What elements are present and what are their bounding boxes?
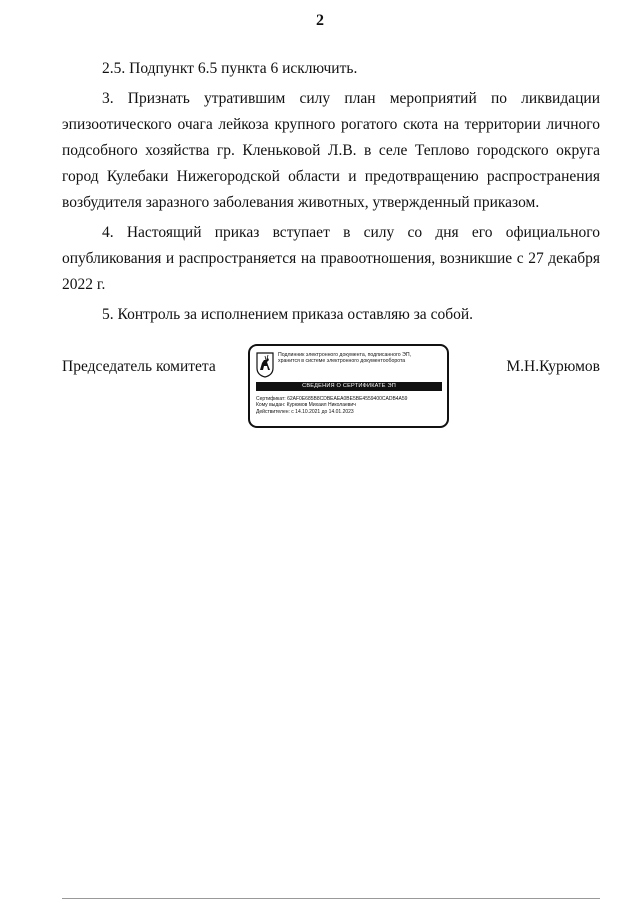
paragraph-5: [62, 302, 600, 328]
paragraph-2-5: [62, 56, 600, 82]
page-number: 2: [316, 12, 324, 29]
issued-to-label: Кому выдан:: [256, 402, 286, 409]
signatory-position: Председатель комитета: [62, 358, 216, 375]
electronic-signature-stamp: [248, 344, 449, 428]
validity-row: [256, 409, 444, 415]
paragraph-4: [62, 220, 600, 298]
validity-label: Действителен:: [256, 408, 290, 415]
stamp-header-line-2: хранится в системе электронного документооборота: [278, 358, 406, 365]
paragraph-3-line-3: подсобного хозяйства гр. Кленьковой Л.В. в селе Теплово городского округа: [62, 142, 600, 159]
signature-block: [62, 344, 600, 434]
coat-of-arms-icon: [256, 352, 274, 378]
paragraph-4-line-2: опубликования и распространяется на правоотношения, возникшие с 27 декабря: [62, 250, 600, 267]
paragraph-3: [62, 86, 600, 216]
issued-to-value: Курюмов Михаил Николаевич: [286, 402, 356, 409]
stamp-certificate-title: СВЕДЕНИЯ О СЕРТИФИКАТЕ ЭП: [256, 382, 442, 391]
certificate-value: 62AF0E685B8CDBEAEA0BE5BE4559400CADB4A59: [287, 396, 408, 402]
certificate-label: Сертификат:: [256, 396, 286, 402]
paragraph-4-line-1: 4. Настоящий приказ вступает в силу со дня его официального: [102, 224, 600, 241]
page-bottom-rule: [62, 898, 600, 899]
paragraph-4-line-3: 2022 г.: [62, 276, 106, 293]
stamp-header: [278, 352, 446, 365]
paragraph-3-line-2: эпизоотического очага лейкоза крупного рогатого скота на территории личного: [62, 116, 600, 133]
validity-value: с 14.10.2021 до 14.01.2023: [291, 408, 354, 415]
paragraph-3-line-1: 3. Признать утратившим силу план мероприятий по ликвидации: [102, 90, 600, 107]
paragraph-3-line-4: город Кулебаки Нижегородской области и предотвращению распространения: [62, 168, 600, 185]
paragraph-2-5-text: 2.5. Подпункт 6.5 пункта 6 исключить.: [102, 60, 358, 77]
stamp-details: [256, 396, 444, 415]
document-body: [62, 56, 600, 332]
paragraph-5-text: 5. Контроль за исполнением приказа оставляю за собой.: [102, 306, 474, 323]
signatory-name: М.Н.Курюмов: [506, 358, 600, 375]
stamp-header-line-1: Подлинник электронного документа, подписанного ЭП,: [278, 352, 412, 358]
paragraph-3-line-5: возбудителя заразного заболевания животных, утвержденный приказом.: [62, 194, 540, 211]
